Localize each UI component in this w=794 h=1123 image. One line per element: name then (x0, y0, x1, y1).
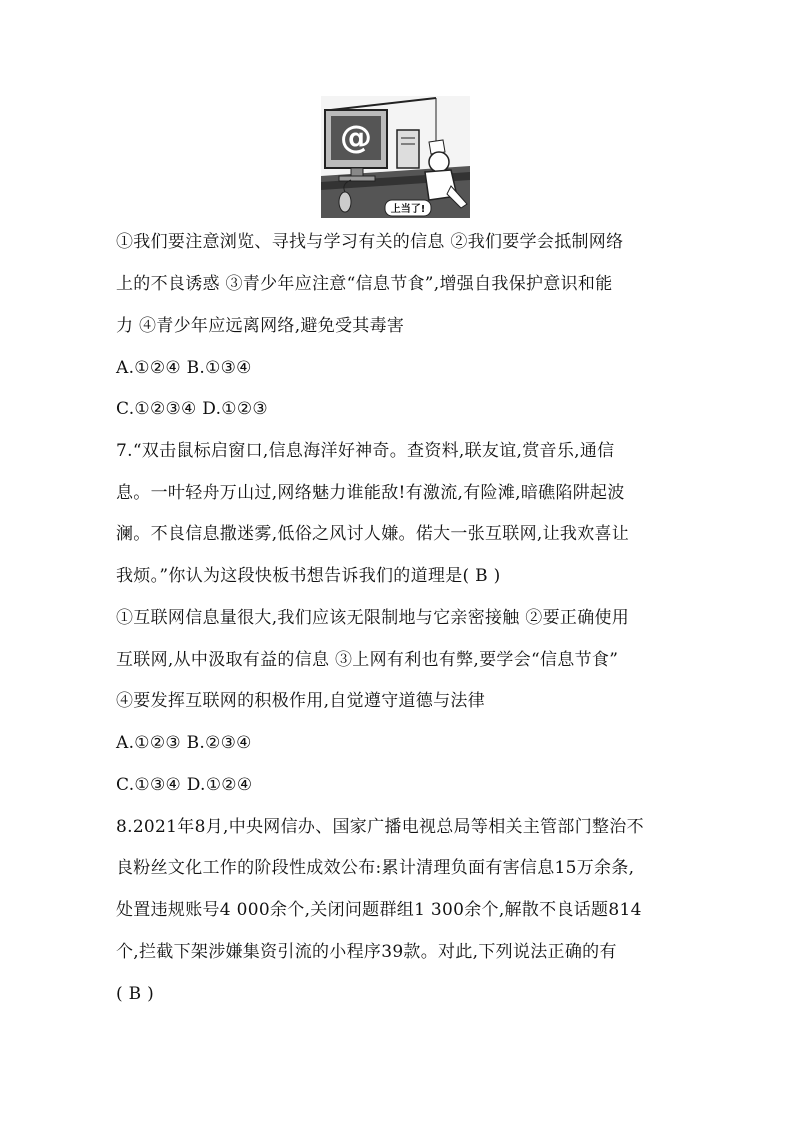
internet-trap-illustration (321, 96, 470, 218)
q7-stem-line: 我烦。”你认为这段快板书想告诉我们的道理是( B ) (116, 566, 501, 586)
speech-label: 上当了! (390, 204, 426, 215)
q6-statement-line: ①我们要注意浏览、寻找与学习有关的信息 ②我们要学会抵制网络 (116, 232, 624, 252)
q7-stem-line: 7.“双击鼠标启窗口,信息海洋好神奇。查资料,联友谊,赏音乐,通信 (116, 441, 615, 461)
q7-option-line: A.①②③ B.②③④ (116, 733, 252, 753)
q7-stem-line: 澜。不良信息撒迷雾,低俗之风讨人嫌。偌大一张互联网,让我欢喜让 (116, 524, 630, 544)
q8-stem-line: 8.2021年8月,中央网信办、国家广播电视总局等相关主管部门整治不 (116, 817, 644, 837)
at-symbol-icon: @ (340, 118, 372, 156)
q6-option-line: A.①②④ B.①③④ (116, 358, 252, 378)
q6-statement-line: 上的不良诱惑 ③青少年应注意“信息节食”,增强自我保护意识和能 (116, 274, 613, 294)
q6-statement-line: 力 ④青少年应远离网络,避免受其毒害 (116, 316, 405, 336)
q7-statement-line: ①互联网信息量很大,我们应该无限制地与它亲密接触 ②要正确使用 (116, 608, 630, 628)
computer-tower-icon (397, 130, 419, 168)
q8-stem-line: 处置违规账号4 000余个,关闭问题群组1 300余个,解散不良话题814 (116, 900, 642, 920)
q7-statement-line: ④要发挥互联网的积极作用,自觉遵守道德与法律 (116, 691, 486, 711)
mouse-icon (339, 192, 351, 212)
q7-statement-line: 互联网,从中汲取有益的信息 ③上网有利也有弊,要学会“信息节食” (116, 650, 619, 670)
q7-stem-line: 息。一叶轻舟万山过,网络魅力谁能敌!有激流,有险滩,暗礁陷阱起波 (116, 483, 625, 503)
q8-stem-line: 个,拦截下架涉嫌集资引流的小程序39款。对此,下列说法正确的有 (116, 942, 617, 962)
q6-option-line: C.①②③④ D.①②③ (116, 399, 268, 419)
q8-stem-line: ( B ) (116, 984, 155, 1004)
q7-option-line: C.①③④ D.①②④ (116, 775, 253, 795)
q8-stem-line: 良粉丝文化工作的阶段性成效公布:累计清理负面有害信息15万余条, (116, 858, 635, 878)
